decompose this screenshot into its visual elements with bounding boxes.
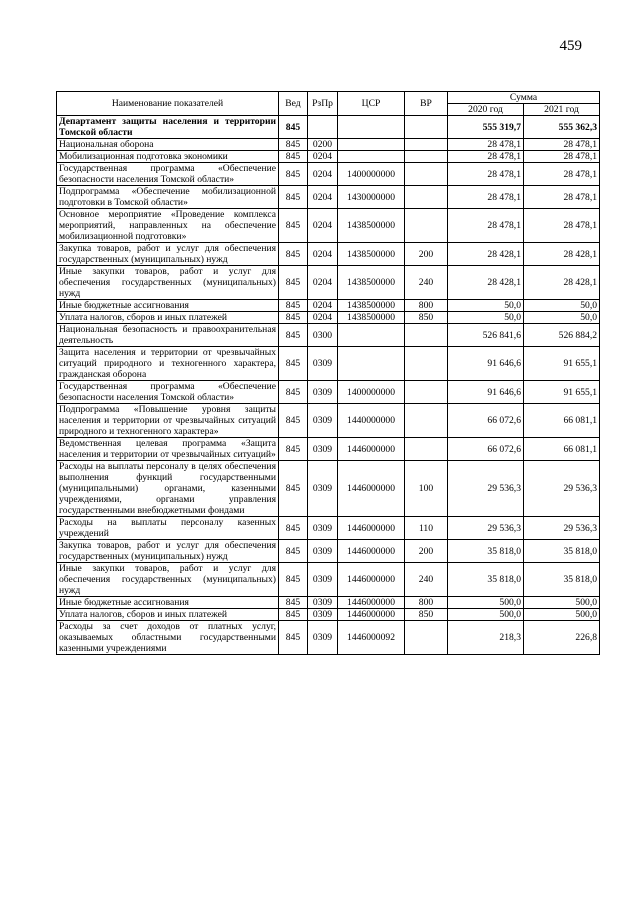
cell-2021: 28 478,1 xyxy=(524,186,600,209)
cell-name: Национальная безопасность и правоохранительная деятельность xyxy=(57,324,279,347)
cell-rzpr xyxy=(308,116,338,139)
cell-2021: 28 478,1 xyxy=(524,209,600,243)
cell-rzpr: 0309 xyxy=(308,438,338,461)
page-number: 459 xyxy=(559,38,582,54)
cell-rzpr: 0309 xyxy=(308,404,338,438)
cell-name: Уплата налогов, сборов и иных платежей xyxy=(57,609,279,621)
cell-vr xyxy=(405,116,448,139)
table-row xyxy=(57,597,600,609)
cell-2021: 28 428,1 xyxy=(524,266,600,300)
cell-rzpr: 0309 xyxy=(308,621,338,655)
cell-2020: 35 818,0 xyxy=(448,540,524,563)
cell-name: Иные бюджетные ассигнования xyxy=(57,300,279,312)
cell-rzpr: 0200 xyxy=(308,139,338,151)
cell-vr: 200 xyxy=(405,243,448,266)
table-row xyxy=(57,186,600,209)
cell-2020: 28 478,1 xyxy=(448,163,524,186)
cell-csr: 1438500000 xyxy=(338,300,405,312)
cell-rzpr: 0309 xyxy=(308,517,338,540)
cell-csr: 1400000000 xyxy=(338,163,405,186)
table-row xyxy=(57,300,600,312)
cell-rzpr: 0309 xyxy=(308,347,338,381)
cell-ved: 845 xyxy=(279,243,308,266)
cell-ved: 845 xyxy=(279,563,308,597)
cell-ved: 845 xyxy=(279,540,308,563)
cell-2020: 218,3 xyxy=(448,621,524,655)
cell-csr: 1440000000 xyxy=(338,404,405,438)
cell-vr xyxy=(405,209,448,243)
header-2020: 2020 год xyxy=(448,104,524,116)
cell-rzpr: 0204 xyxy=(308,151,338,163)
cell-name: Расходы на выплаты персоналу в целях обеспечения выполнения функций государственными (муниципальными) органами, казенными учреждениями, органами управления государственными внебюджетными фондами xyxy=(57,461,279,517)
cell-csr xyxy=(338,139,405,151)
cell-name: Подпрограмма «Повышение уровня защиты населения и территории от чрезвычайных ситуаций природного и техногенного характера» xyxy=(57,404,279,438)
cell-name: Уплата налогов, сборов и иных платежей xyxy=(57,312,279,324)
cell-2020: 28 478,1 xyxy=(448,186,524,209)
cell-2020: 29 536,3 xyxy=(448,517,524,540)
cell-vr xyxy=(405,163,448,186)
cell-vr xyxy=(405,186,448,209)
cell-2020: 66 072,6 xyxy=(448,438,524,461)
cell-name: Закупка товаров, работ и услуг для обеспечения государственных (муниципальных) нужд xyxy=(57,243,279,266)
cell-csr: 1446000000 xyxy=(338,540,405,563)
cell-2020: 28 428,1 xyxy=(448,243,524,266)
cell-csr: 1438500000 xyxy=(338,266,405,300)
cell-vr xyxy=(405,347,448,381)
cell-csr: 1446000000 xyxy=(338,609,405,621)
cell-vr xyxy=(405,151,448,163)
cell-2020: 50,0 xyxy=(448,312,524,324)
cell-2020: 29 536,3 xyxy=(448,461,524,517)
table-body xyxy=(57,116,600,655)
cell-rzpr: 0309 xyxy=(308,563,338,597)
cell-ved: 845 xyxy=(279,461,308,517)
cell-csr: 1446000000 xyxy=(338,438,405,461)
cell-csr: 1446000000 xyxy=(338,597,405,609)
cell-ved: 845 xyxy=(279,404,308,438)
cell-2020: 50,0 xyxy=(448,300,524,312)
cell-rzpr: 0204 xyxy=(308,243,338,266)
table-row xyxy=(57,163,600,186)
cell-ved: 845 xyxy=(279,163,308,186)
cell-2020: 28 478,1 xyxy=(448,139,524,151)
cell-csr xyxy=(338,116,405,139)
cell-name: Государственная программа «Обеспечение безопасности населения Томской области» xyxy=(57,381,279,404)
cell-vr xyxy=(405,438,448,461)
cell-rzpr: 0300 xyxy=(308,324,338,347)
cell-2021: 28 478,1 xyxy=(524,163,600,186)
header-rzpr: РзПр xyxy=(308,92,338,116)
cell-2020: 91 646,6 xyxy=(448,347,524,381)
cell-2020: 500,0 xyxy=(448,609,524,621)
cell-name: Подпрограмма «Обеспечение мобилизационной подготовки в Томской области» xyxy=(57,186,279,209)
cell-vr: 240 xyxy=(405,266,448,300)
table-row xyxy=(57,151,600,163)
cell-name: Закупка товаров, работ и услуг для обеспечения государственных (муниципальных) нужд xyxy=(57,540,279,563)
cell-2021: 28 478,1 xyxy=(524,151,600,163)
cell-ved: 845 xyxy=(279,347,308,381)
header-ved: Вед xyxy=(279,92,308,116)
cell-ved: 845 xyxy=(279,597,308,609)
cell-vr: 850 xyxy=(405,609,448,621)
cell-2021: 28 478,1 xyxy=(524,139,600,151)
cell-vr xyxy=(405,621,448,655)
cell-csr: 1446000000 xyxy=(338,517,405,540)
header-csr: ЦСР xyxy=(338,92,405,116)
cell-2020: 28 478,1 xyxy=(448,209,524,243)
cell-2021: 28 428,1 xyxy=(524,243,600,266)
header-2021: 2021 год xyxy=(524,104,600,116)
cell-vr xyxy=(405,381,448,404)
budget-table xyxy=(56,91,600,655)
cell-csr xyxy=(338,347,405,381)
cell-vr xyxy=(405,139,448,151)
cell-name: Расходы на выплаты персоналу казенных учреждений xyxy=(57,517,279,540)
cell-ved: 845 xyxy=(279,139,308,151)
cell-csr: 1446000000 xyxy=(338,563,405,597)
cell-csr xyxy=(338,324,405,347)
table-row xyxy=(57,347,600,381)
cell-2021: 91 655,1 xyxy=(524,347,600,381)
cell-2020: 91 646,6 xyxy=(448,381,524,404)
cell-2021: 91 655,1 xyxy=(524,381,600,404)
cell-csr xyxy=(338,151,405,163)
cell-name: Государственная программа «Обеспечение безопасности населения Томской области» xyxy=(57,163,279,186)
cell-2021: 66 081,1 xyxy=(524,438,600,461)
cell-vr: 800 xyxy=(405,300,448,312)
table-row xyxy=(57,404,600,438)
table-row xyxy=(57,381,600,404)
cell-ved: 845 xyxy=(279,621,308,655)
cell-ved: 845 xyxy=(279,300,308,312)
cell-name: Департамент защиты населения и территории Томской области xyxy=(57,116,279,139)
cell-ved: 845 xyxy=(279,266,308,300)
cell-2021: 526 884,2 xyxy=(524,324,600,347)
cell-csr: 1446000000 xyxy=(338,461,405,517)
table-row xyxy=(57,324,600,347)
cell-ved: 845 xyxy=(279,609,308,621)
cell-rzpr: 0204 xyxy=(308,186,338,209)
cell-2021: 35 818,0 xyxy=(524,540,600,563)
cell-vr: 850 xyxy=(405,312,448,324)
cell-rzpr: 0309 xyxy=(308,461,338,517)
cell-vr: 100 xyxy=(405,461,448,517)
cell-name: Иные закупки товаров, работ и услуг для обеспечения государственных (муниципальных) нужд xyxy=(57,266,279,300)
cell-2020: 28 428,1 xyxy=(448,266,524,300)
cell-2021: 35 818,0 xyxy=(524,563,600,597)
cell-name: Расходы за счет доходов от платных услуг, оказываемых областными государственными казенными учреждениями xyxy=(57,621,279,655)
cell-name: Иные закупки товаров, работ и услуг для обеспечения государственных (муниципальных) нужд xyxy=(57,563,279,597)
cell-csr: 1446000092 xyxy=(338,621,405,655)
table-row xyxy=(57,139,600,151)
table-row xyxy=(57,461,600,517)
cell-rzpr: 0309 xyxy=(308,597,338,609)
cell-vr: 110 xyxy=(405,517,448,540)
table-row xyxy=(57,243,600,266)
table-row xyxy=(57,563,600,597)
cell-2021: 66 081,1 xyxy=(524,404,600,438)
cell-2020: 28 478,1 xyxy=(448,151,524,163)
cell-name: Ведомственная целевая программа «Защита населения и территории от чрезвычайных ситуаций» xyxy=(57,438,279,461)
cell-vr xyxy=(405,404,448,438)
cell-ved: 845 xyxy=(279,151,308,163)
table-row xyxy=(57,621,600,655)
cell-rzpr: 0204 xyxy=(308,300,338,312)
cell-vr: 240 xyxy=(405,563,448,597)
header-sum: Сумма xyxy=(448,92,600,104)
cell-2020: 555 319,7 xyxy=(448,116,524,139)
cell-2021: 50,0 xyxy=(524,312,600,324)
header-name: Наименование показателей xyxy=(57,92,279,116)
table-row xyxy=(57,517,600,540)
cell-2021: 226,8 xyxy=(524,621,600,655)
cell-rzpr: 0204 xyxy=(308,266,338,300)
cell-rzpr: 0204 xyxy=(308,312,338,324)
cell-2021: 29 536,3 xyxy=(524,461,600,517)
cell-ved: 845 xyxy=(279,517,308,540)
cell-ved: 845 xyxy=(279,438,308,461)
table-row xyxy=(57,438,600,461)
cell-name: Мобилизационная подготовка экономики xyxy=(57,151,279,163)
cell-2021: 500,0 xyxy=(524,609,600,621)
table-row xyxy=(57,266,600,300)
cell-name: Национальная оборона xyxy=(57,139,279,151)
table-header xyxy=(57,92,600,116)
cell-2021: 555 362,3 xyxy=(524,116,600,139)
cell-2020: 35 818,0 xyxy=(448,563,524,597)
cell-2020: 500,0 xyxy=(448,597,524,609)
table-row xyxy=(57,540,600,563)
cell-vr: 800 xyxy=(405,597,448,609)
table-row xyxy=(57,116,600,139)
cell-2020: 66 072,6 xyxy=(448,404,524,438)
cell-csr: 1438500000 xyxy=(338,209,405,243)
cell-2021: 500,0 xyxy=(524,597,600,609)
cell-name: Иные бюджетные ассигнования xyxy=(57,597,279,609)
cell-csr: 1430000000 xyxy=(338,186,405,209)
cell-2021: 29 536,3 xyxy=(524,517,600,540)
cell-rzpr: 0204 xyxy=(308,163,338,186)
cell-ved: 845 xyxy=(279,116,308,139)
cell-name: Защита населения и территории от чрезвычайных ситуаций природного и техногенного характера, гражданская оборона xyxy=(57,347,279,381)
table-row xyxy=(57,312,600,324)
cell-csr: 1438500000 xyxy=(338,243,405,266)
cell-vr xyxy=(405,324,448,347)
cell-rzpr: 0309 xyxy=(308,540,338,563)
header-vr: ВР xyxy=(405,92,448,116)
cell-rzpr: 0309 xyxy=(308,381,338,404)
cell-csr: 1438500000 xyxy=(338,312,405,324)
cell-2020: 526 841,6 xyxy=(448,324,524,347)
cell-ved: 845 xyxy=(279,324,308,347)
cell-vr: 200 xyxy=(405,540,448,563)
table-row xyxy=(57,209,600,243)
cell-ved: 845 xyxy=(279,186,308,209)
cell-name: Основное мероприятие «Проведение комплекса мероприятий, направленных на обеспечение мобилизационной подготовки» xyxy=(57,209,279,243)
cell-ved: 845 xyxy=(279,381,308,404)
cell-ved: 845 xyxy=(279,312,308,324)
cell-2021: 50,0 xyxy=(524,300,600,312)
cell-ved: 845 xyxy=(279,209,308,243)
cell-rzpr: 0309 xyxy=(308,609,338,621)
cell-csr: 1400000000 xyxy=(338,381,405,404)
table-row xyxy=(57,609,600,621)
cell-rzpr: 0204 xyxy=(308,209,338,243)
